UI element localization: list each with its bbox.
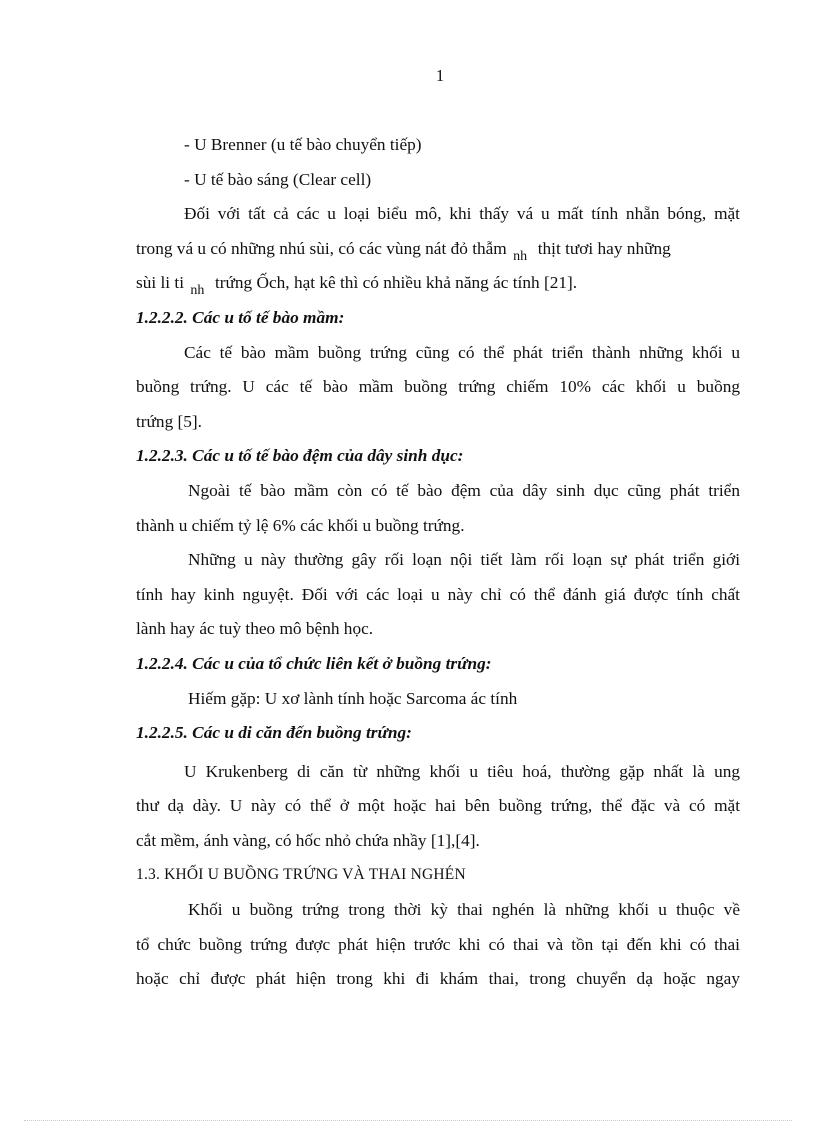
section-heading: 1.2.2.2. Các u tố tế bào mầm: — [136, 307, 345, 327]
paragraph-line: tổ chức buồng trứng được phát hiện trước khi có thai và tồn tại đến khi có thai — [136, 934, 740, 954]
paragraph-line: Hiếm gặp: U xơ lành tính hoặc Sarcoma ác tính — [188, 688, 518, 708]
text-run: sùi li ti — [136, 273, 185, 293]
paragraph-line: Đối với tất cả các u loại biểu mô, khi thấy vá u mất tính nhẵn bóng, mặt — [184, 204, 740, 224]
section-heading: 1.2.2.3. Các u tố tế bào đệm của dây sinh dục: — [136, 446, 464, 466]
page-number: 1 — [435, 66, 445, 85]
text-run: trong vá u có những nhú sùi, có các vùng nát đỏ thẫm — [136, 238, 507, 258]
paragraph-line — [136, 232, 740, 267]
list-item-clear-cell: - U tế bào sáng (Clear cell) — [184, 169, 372, 189]
section-heading: 1.2.2.4. Các u của tổ chức liên kết ở buồng trứng: — [136, 653, 492, 673]
paragraph-line: Khối u buồng trứng trong thời kỳ thai nghén là những khối u thuộc về — [188, 900, 740, 920]
document-body — [136, 128, 740, 997]
section-heading: 1.3. KHỐI U BUỒNG TRỨNG VÀ THAI NGHÉN — [136, 866, 466, 884]
section-heading: 1.2.2.5. Các u di căn đến buồng trứng: — [136, 723, 412, 743]
paragraph-line: Các tế bào mầm buồng trứng cũng có thể phát triển thành những khối u — [184, 342, 740, 362]
paragraph-line: thành u chiếm tỷ lệ 6% các khối u buồng trứng. — [136, 515, 465, 535]
text-run: thịt tươi hay những — [537, 238, 671, 258]
paragraph-line: buồng trứng. U các tế bào mầm buồng trứng chiếm 10% các khối u buồng — [136, 377, 740, 397]
paragraph-line: cắt mềm, ánh vàng, có hốc nhỏ chứa nhầy [1],[4]. — [136, 830, 480, 850]
paragraph-line: Những u này thường gây rối loạn nội tiết làm rối loạn sự phát triển giới — [188, 550, 740, 570]
paragraph-line: thư dạ dày. U này có thể ở một hoặc hai bên buồng trứng, thể đặc và có mặt — [136, 796, 740, 816]
paragraph-line: U Krukenberg di căn từ những khối u tiêu hoá, thường gặp nhất là ung — [184, 761, 740, 781]
paragraph-line: lành hay ác tuỳ theo mô bệnh học. — [136, 619, 374, 639]
text-run: trứng Ốch, hạt kê thì có nhiều khả năng ác tính [21]. — [214, 273, 578, 293]
page-bottom-divider — [24, 1120, 792, 1121]
paragraph-line: hoặc chỉ được phát hiện trong khi đi khám thai, trong chuyển dạ hoặc ngay — [136, 969, 740, 989]
paragraph-line — [136, 266, 740, 301]
paragraph-line: trứng [5]. — [136, 411, 202, 431]
paragraph-line: Ngoài tế bào mầm còn có tế bào đệm của dây sinh dục cũng phát triển — [188, 480, 740, 500]
paragraph-line: tính hay kinh nguyệt. Đối với các loại u này chỉ có thể đánh giá được tính chất — [136, 584, 740, 604]
list-item-brenner: - U Brenner (u tế bào chuyển tiếp) — [184, 135, 422, 154]
subscript-text: nh — [513, 248, 528, 264]
subscript-text: nh — [190, 283, 205, 299]
